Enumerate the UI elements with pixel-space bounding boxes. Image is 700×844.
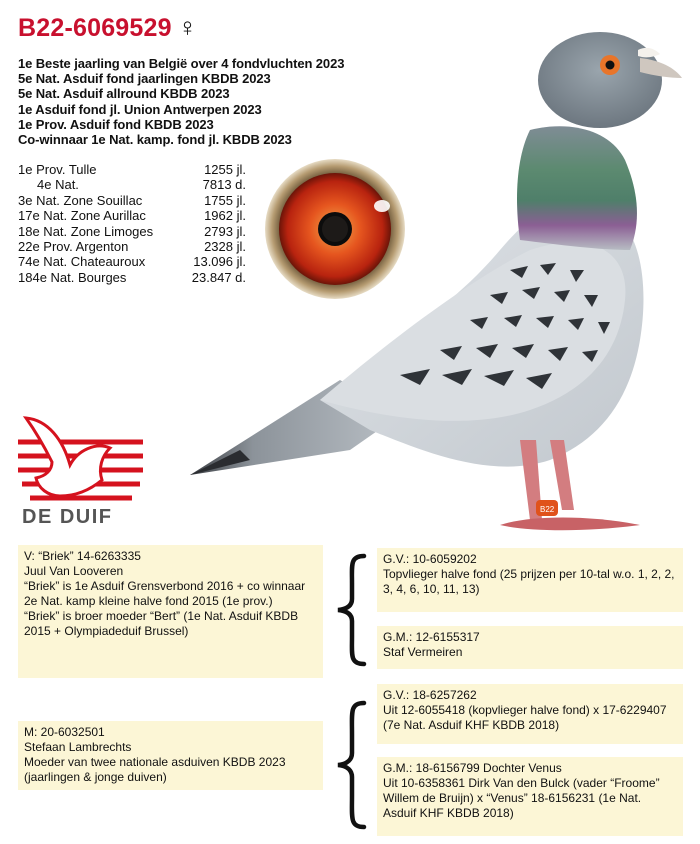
result-place: 17e Nat. Zone Aurillac: [18, 208, 146, 224]
father-ring: V: “Briek” 14-6263335: [24, 549, 141, 563]
result-count: 7813 d.: [202, 177, 246, 193]
brace-father: [334, 553, 370, 667]
result-count: 2328 jl.: [204, 238, 246, 254]
result-count: 1755 jl.: [204, 192, 246, 208]
gv1-ring: G.V.: 10-6059202: [383, 552, 477, 566]
pigeon-photo: [170, 20, 690, 545]
leg-ring-label: B22: [540, 505, 555, 514]
result-place: 18e Nat. Zone Limoges: [18, 223, 154, 239]
result-count: 2793 jl.: [204, 223, 246, 239]
result-place: 22e Prov. Argenton: [18, 238, 129, 254]
result-count: 1255 jl.: [204, 162, 246, 177]
gm1-breeder: Staf Vermeiren: [383, 645, 463, 659]
result-place: 3e Nat. Zone Souillac: [18, 192, 143, 208]
achievement-item: 1e Asduif fond jl. Union Antwerpen 2023: [18, 101, 262, 117]
achievement-item: 1e Prov. Asduif fond KBDB 2023: [18, 116, 214, 132]
result-place: 1e Prov. Tulle: [18, 162, 97, 177]
result-place: 4e Nat.: [37, 177, 79, 193]
mother-ring: M: 20-6032501: [24, 725, 105, 739]
eye-closeup: [264, 158, 406, 300]
pedigree-mother: [18, 721, 323, 790]
gv1-note: Topvlieger halve fond (25 prijzen per 10-tal w.o. 1, 2, 2, 3, 4, 6, 10, 11, 13): [383, 567, 678, 596]
father-note: “Briek” is broer moeder “Bert” (1e Nat. Asduif KBDB 2015 + Olympiadeduif Brussel): [24, 609, 302, 638]
mother-breeder: Stefaan Lambrechts: [24, 740, 132, 754]
ring-number: B22-6069529: [18, 14, 172, 42]
achievement-item: 1e Beste jaarling van België over 4 fondvluchten 2023: [18, 56, 345, 71]
pedigree-mother-mother: [377, 757, 683, 836]
result-count: 1962 jl.: [204, 208, 246, 224]
result-place: 184e Nat. Bourges: [18, 269, 127, 285]
achievement-item: 5e Nat. Asduif fond jaarlingen KBDB 2023: [18, 71, 271, 87]
achievement-item: 5e Nat. Asduif allround KBDB 2023: [18, 86, 230, 102]
pedigree-father: [18, 545, 323, 678]
result-place: 74e Nat. Chateauroux: [18, 254, 146, 270]
gm1-ring: G.M.: 12-6155317: [383, 630, 480, 644]
gm2-ring: G.M.: 18-6156799 Dochter Venus: [383, 761, 562, 775]
father-note: “Briek” is 1e Asduif Grensverbond 2016 + co winnaar 2e Nat. kamp kleine halve fond 2015 (1e prov.): [24, 579, 309, 608]
pedigree-father-mother: [377, 626, 683, 669]
gm2-note: Uit 10-6358361 Dirk Van den Bulck (vader “Froome” Willem de Bruijn) x “Venus” 18-6156231 (1e Nat. Asduif KHF KBDB 2018): [383, 776, 663, 820]
female-symbol: ♀: [177, 12, 198, 42]
pedigree-father-father: [377, 548, 683, 612]
pedigree-mother-father: [377, 684, 683, 744]
logo-text: DE DUIF: [22, 506, 113, 528]
achievement-item: Co-winnaar 1e Nat. kamp. fond jl. KBDB 2023: [18, 132, 292, 148]
father-breeder: Juul Van Looveren: [24, 564, 124, 578]
gv2-note: Uit 12-6055418 (kopvlieger halve fond) x 17-6229407 (7e Nat. Asduif KHF KBDB 2018): [383, 703, 670, 732]
mother-note: Moeder van twee nationale asduiven KBDB 2023 (jaarlingen & jonge duiven): [24, 755, 289, 784]
brace-mother: [334, 700, 370, 830]
result-count: 23.847 d.: [191, 269, 246, 285]
result-count: 13.096 jl.: [193, 254, 246, 270]
gv2-ring: G.V.: 18-6257262: [383, 688, 477, 702]
